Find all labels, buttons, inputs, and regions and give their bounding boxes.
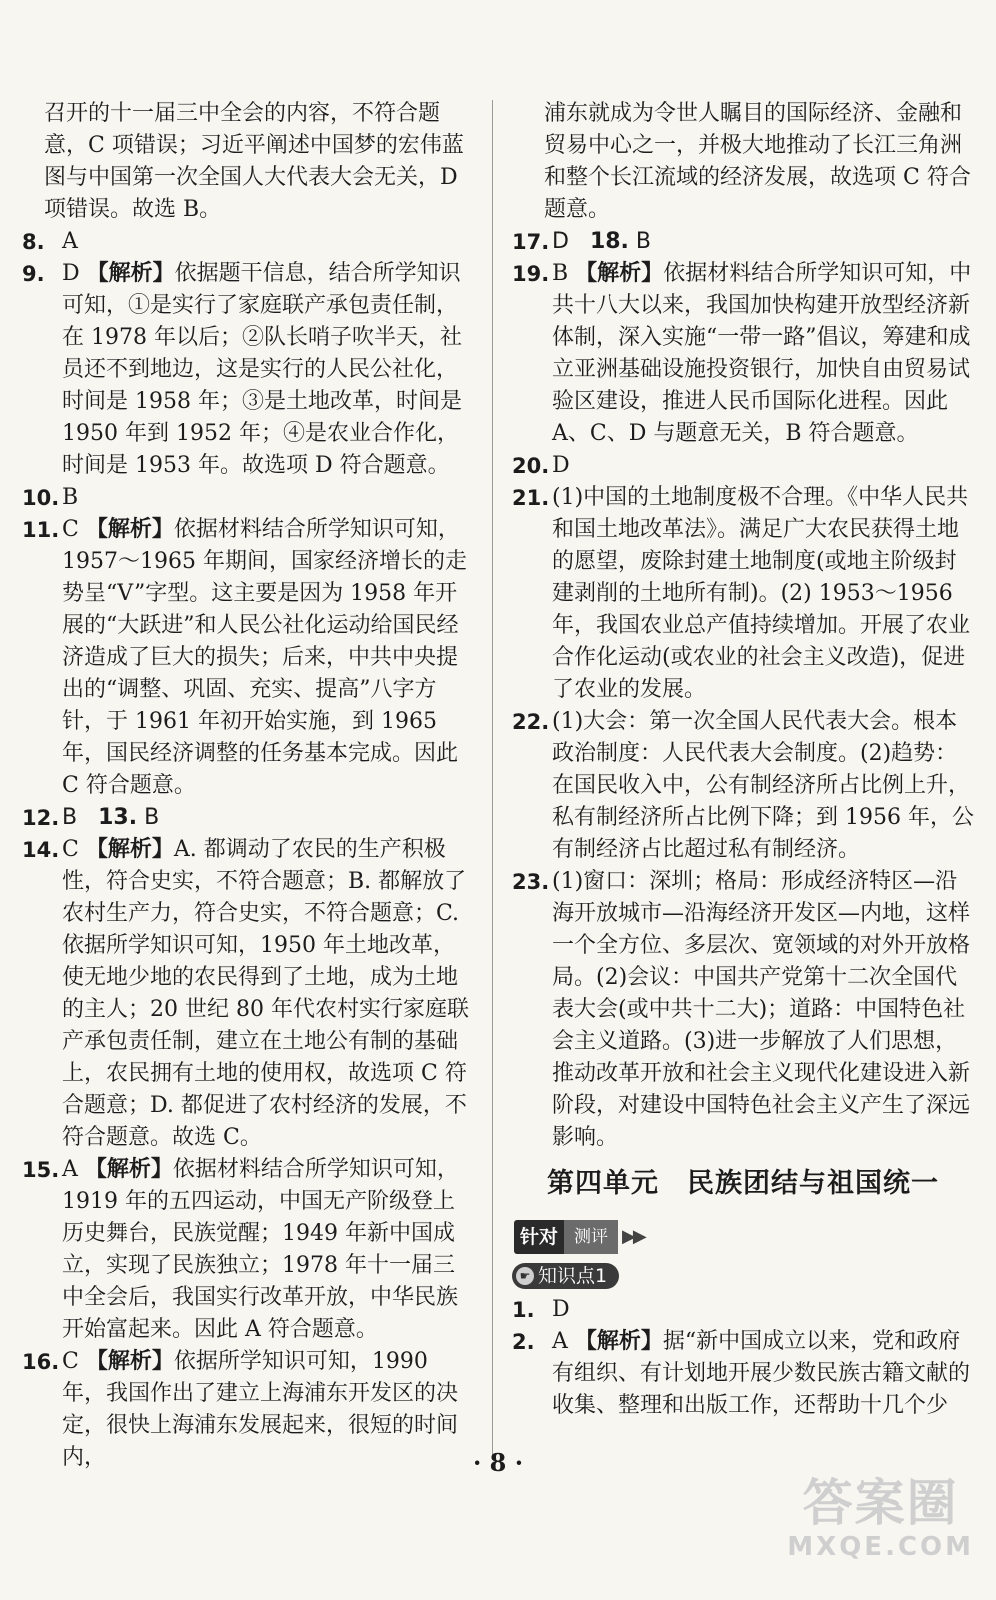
answer-12-13: 12. B 13. B <box>22 805 160 830</box>
answer-15: 15. A 【解析】依据材料结合所学知识可知，1919 年的五四运动，中国无产阶级登上历史舞台，民族觉醒；1949 年新中国成立，实现了民族独立；1978 年十一届三中全会后，我国实行改革开放，中华民族开始富起来。因此 A 符合题意。 <box>22 1157 459 1342</box>
answer-17-18: 17. D 18. B <box>512 229 652 254</box>
right-column <box>512 98 974 1422</box>
answer-14: 14. C 【解析】A. 都调动了农民的生产积极性，符合史实，不符合题意；B. 都解放了农村生产力，符合史实，不符合题意；C. 依据所学知识可知，1950 年土地改革，使无地少地的农民得到了土地，成为土地的主人；20 世纪 80 年代农村实行家庭联产承包责任制，建立在土地公有制的基础上，农民拥有土地的使用权，故选项 C 符合题意；D. 都促进了农村经济的发展，不符合题意。故选 C。 <box>22 837 469 1150</box>
kp-answer-1: 1. D <box>512 1297 570 1322</box>
answer-22: 22. (1)大会：第一次全国人民代表大会。根本政治制度：人民代表大会制度。(2)趋势：在国民收入中，公有制经济所占比例上升，私有制经济所占比例下降；到 1956 年，公有制经济占比超过私有制经济。 <box>512 709 974 862</box>
kp-answer-2: 2. A 【解析】据“新中国成立以来，党和政府有组织、有计划地开展少数民族古籍文献的收集、整理和出版工作，还帮助十几个少 <box>512 1329 971 1418</box>
pointer-icon: ☛ <box>516 1267 534 1285</box>
column-divider <box>492 100 493 1460</box>
answer-9: 9. D 【解析】依据题干信息，结合所学知识可知，①是实行了家庭联产承包责任制，在 1978 年以后；②队长哨子吹半天，社员还不到地边，这是实行的人民公社化，时间是 1958 年；③是土地改革，时间是 1950 年到 1952 年；④是农业合作化，时间是 1953 年。故选项 D 符合题意。 <box>22 261 462 478</box>
answer-21: 21. (1)中国的土地制度极不合理。《中华人民共和国土地改革法》。满足广大农民获得土地的愿望，废除封建土地制度(或地主阶级封建剥削的土地所有制)。(2) 1953～1956 年，我国农业总产值持续增加。开展了农业合作化运动(或农业的社会主义改造)，促进了农业的发展。 <box>512 485 971 702</box>
knowledge-point-badge: ☛ 知识点1 <box>512 1263 619 1289</box>
left-column <box>22 98 474 1474</box>
unit-title: 第四单元 民族团结与祖国统一 <box>547 1168 939 1199</box>
answer-20: 20. D <box>512 453 570 478</box>
answer-10: 10. B <box>22 485 79 510</box>
answer-23: 23. (1)窗口：深圳；格局：形成经济特区—沿海开放城市—沿海经济开发区—内地，这样一个全方位、多层次、宽领域的对外开放格局。(2)会议：中国共产党第十二次全国代表大会(或中共十二大)；道路：中国特色社会主义道路。(3)进一步解放了人们思想，推动改革开放和社会主义现代化建设进入新阶段，对建设中国特色社会主义产生了深远影响。 <box>512 869 971 1150</box>
answer-19: 19. B 【解析】依据材料结合所学知识可知，中共十八大以来，我国加快构建开放型经济新体制，深入实施“一带一路”倡议，筹建和成立亚洲基础设施投资银行，加快自由贸易试验区建设，推进人民币国际化进程。因此 A、C、D 与题意无关，B 符合题意。 <box>512 261 972 446</box>
continued-answer-7: 召开的十一届三中全会的内容，不符合题意，C 项错误；习近平阐述中国梦的宏伟蓝图与中国第一次全国人大代表大会无关，D 项错误。故选 B。 <box>44 101 464 222</box>
targeted-assessment-badge: 针对 测评 ▶▶ <box>514 1220 644 1254</box>
double-arrow-icon: ▶▶ <box>622 1226 644 1247</box>
page-number: · 8 · <box>472 1448 524 1477</box>
continued-answer-16: 浦东就成为令世人瞩目的国际经济、金融和贸易中心之一，并极大地推动了长江三角洲和整个长江流域的经济发展，故选项 C 符合题意。 <box>544 101 971 222</box>
knowledge-point-row <box>512 1260 974 1292</box>
answer-11: 11. C 【解析】依据材料结合所学知识可知，1957～1965 年期间，国家经济增长的走势呈“V”字型。这主要是因为 1958 年开展的“大跃进”和人民公社化运动给国民经济造成了巨大的损失；后来，中共中央提出的“调整、巩固、充实、提高”八字方针，于 1961 年初开始实施，到 1965 年，国民经济调整的任务基本完成。因此 C 符合题意。 <box>22 517 467 798</box>
section-badge-row <box>514 1220 974 1254</box>
answer-8: 8. A <box>22 229 78 254</box>
answer-16: 16. C 【解析】依据所学知识可知，1990 年，我国作出了建立上海浦东开发区的决定，很快上海浦东发展起来，很短的时间内， <box>22 1349 459 1470</box>
watermark-logo: 答案圈 MXQE.COM <box>787 1474 974 1562</box>
